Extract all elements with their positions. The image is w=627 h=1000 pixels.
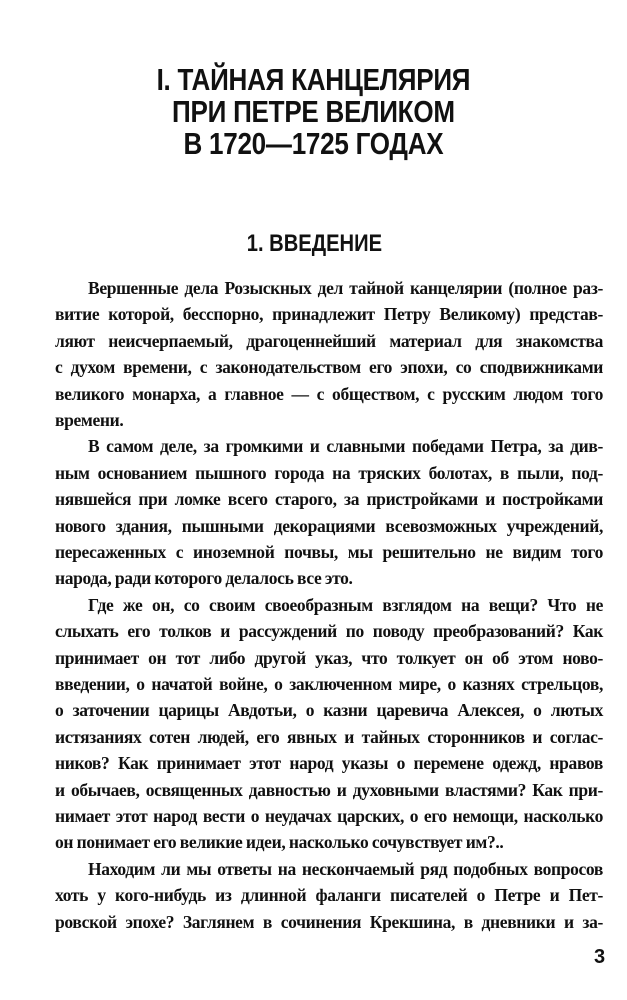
text-line: пересаженных с иноземной почвы, мы решительно не видим того	[55, 542, 603, 562]
chapter-title-line: В 1720—1725 ГОДАХ	[183, 126, 444, 161]
chapter-title-line: ПРИ ПЕТРЕ ВЕЛИКОМ	[172, 94, 455, 129]
text-line: времени.	[55, 410, 124, 430]
text-line: Находим ли мы ответы на нескончаемый ряд подобных вопросов	[88, 858, 603, 879]
text-line: великого монарха, а главное — с обществом, с русским людом того	[55, 383, 603, 404]
page-number: 3	[594, 946, 606, 968]
text-line: истязаниях сотен людей, его явных и тайных сторонников и соглас-	[55, 726, 603, 747]
text-line: В самом деле, за громкими и славными победами Петра, за див-	[88, 436, 603, 457]
text-line: ным основанием пышного города на тряских болотах, в пыли, под-	[55, 462, 603, 483]
text-line: нового здания, пышными декорациями всевозможных учреждений,	[55, 515, 603, 536]
text-line: ровской эпохе? Заглянем в сочинения Крекшина, в дневники и за-	[55, 911, 603, 932]
text-line: он понимает его великие идеи, насколько сочувствует им?..	[55, 832, 504, 853]
text-line: слыхать его толков и рассуждений по поводу преобразований? Как	[55, 621, 603, 642]
text-line: нявшейся при ломке всего старого, за пристройками и постройками	[55, 489, 603, 510]
text-line: принимает он тот либо другой указ, что толкует он об этом ново-	[55, 647, 603, 668]
text-line: витие которой, бесспорно, принадлежит Петру Великому) представ-	[55, 304, 603, 325]
text-line: народа, ради которого делалось все это.	[55, 568, 353, 589]
section-title: 1. ВВЕДЕНИЕ	[246, 230, 383, 257]
text-line: Где же он, со своим своеобразным взглядом на вещи? Что не	[88, 594, 603, 615]
text-line: ляют неисчерпаемый, драгоценнейший материал для знакомства	[55, 330, 603, 351]
text-line: и обычаев, освященных давностью и духовными властями? Как при-	[55, 779, 603, 800]
text-line: с духом времени, с законодательством его эпохи, со сподвижниками	[55, 357, 603, 378]
text-line: нимает этот народ вести о неудачах царских, о его немощи, насколько	[55, 806, 603, 826]
text-line: ников? Как принимает этот народ указы о перемене одежд, нравов	[55, 753, 603, 774]
text-line: Вершенные дела Розыскных дел тайной канцелярии (полное раз-	[88, 278, 603, 298]
text-line: хоть у кого-нибудь из длинной фаланги писателей о Петре и Пет-	[55, 885, 603, 906]
chapter-title-line: I. ТАЙНАЯ КАНЦЕЛЯРИЯ	[156, 62, 471, 97]
text-line: о заточении царицы Авдотьи, о казни царевича Алексея, о лютых	[55, 700, 603, 721]
text-line: введении, о начатой войне, о заключенном мире, о казнях стрельцов,	[55, 674, 603, 694]
